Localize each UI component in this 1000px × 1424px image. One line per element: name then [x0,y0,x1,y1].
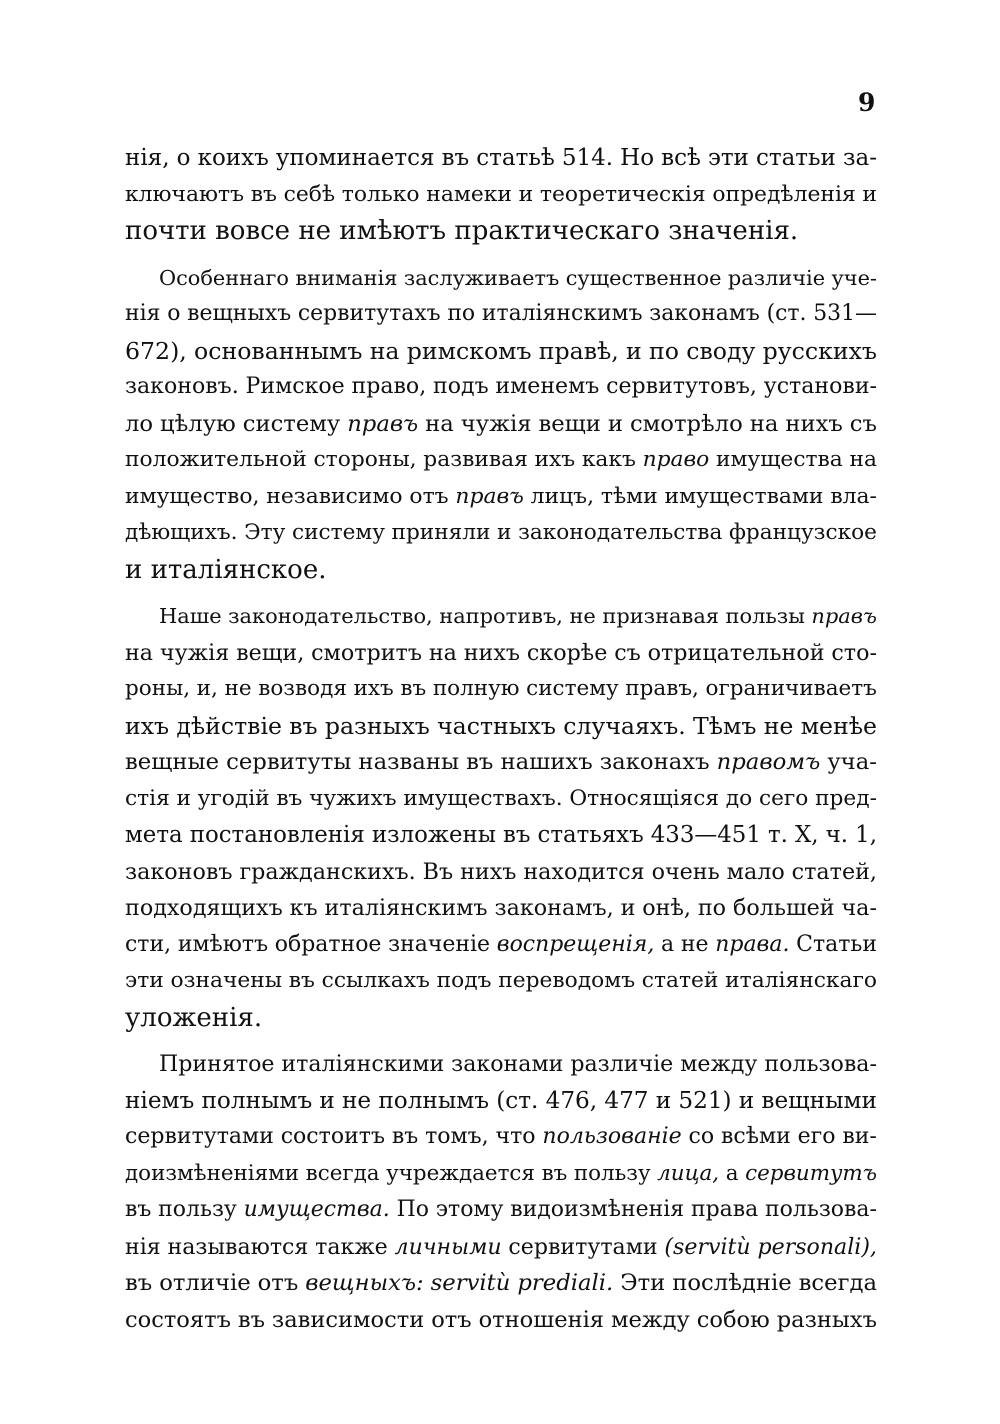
text-line: 672), основаннымъ на римскомъ правѣ, и по своду русскихъ [125,336,877,365]
text-line: сервитутами состоитъ въ томъ, что пользованіе со всѣми его ви- [125,1124,877,1149]
text-line: почти вовсе не имѣютъ практическаго значенія. [125,216,799,246]
text-line: и италіянское. [125,554,327,585]
text-line: дѣющихъ. Эту систему приняли и законодательства французское [125,520,877,545]
text-line: нія о вещныхъ сервитутахъ по италіянскимъ законамъ (ст. 531— [125,301,877,326]
paragraph-gap [125,588,877,598]
text-line: ло цѣлую систему правъ на чужія вещи и смотрѣло на нихъ съ [125,410,877,437]
text-line: въ отличіе отъ вещныхъ: servitù prediali. Эти послѣдніе всегда [125,1270,877,1296]
text-line: состоятъ въ зависимости отъ отношенія между собою разныхъ [125,1306,877,1333]
text-line: законовъ. Римское право, подъ именемъ сервитутовъ, установи- [125,374,877,399]
text-line: въ пользу имущества. По этому видоизмѣненія права пользова- [125,1197,877,1222]
text-line: стія и угодій въ чужихъ имуществахъ. Относящіяся до сего пред- [125,785,877,811]
text-line: вещные сервитуты названы въ нашихъ законахъ правомъ уча- [125,749,877,775]
text-line: мета постановленія изложены въ статьяхъ 433—451 т. X, ч. 1, [125,822,877,848]
text-line: уложенія. [125,1002,263,1033]
text-line: положительной стороны, развивая ихъ какъ право имущества на [125,447,877,472]
text-line: Наше законодательство, напротивъ, не признавая пользы правъ [159,604,877,628]
text-line: эти означены въ ссылкахъ подъ переводомъ статей италіянскаго [125,968,877,993]
body-text [125,140,877,1338]
text-line: Принятое италіянскими законами различіе между пользова- [159,1051,877,1077]
text-line: роны, и, не возводя ихъ въ полную систему правъ, ограничиваетъ [125,676,877,701]
page-number: 9 [858,88,876,117]
text-line: нія называются также личными сервитутами (servitù personali), [125,1233,877,1260]
text-line: доизмѣненіями всегда учреждается въ пользу лица, а сервитутъ [125,1160,877,1186]
text-line: ключаютъ въ себѣ только намеки и теоретическія опредѣленія и [125,181,877,207]
text-line: ихъ дѣйствіе въ разныхъ частныхъ случаяхъ. Тѣмъ не менѣе [125,711,877,740]
text-line: подходящихъ къ италіянскимъ законамъ, и онѣ, по большей ча- [125,895,877,921]
text-line: ніемъ полнымъ и не полнымъ (ст. 476, 477 и 521) и вещными [125,1086,877,1114]
text-line: Особеннаго вниманія заслуживаетъ существенное различіе уче- [159,265,877,290]
paragraph-gap [125,1036,877,1046]
text-line: на чужія вещи, смотритъ на нихъ скорѣе съ отрицательной сто- [125,639,877,666]
text-line: сти, имѣютъ обратное значеніе воспрещенія, а не права. Статьи [125,931,877,957]
text-line: нія, о коихъ упоминается въ статьѣ 514. Но всѣ эти статьи за- [125,145,877,171]
paragraph-gap [125,250,877,260]
text-line: имущество, независимо отъ правъ лицъ, тѣми имуществами вла- [125,483,877,509]
text-line: законовъ гражданскихъ. Въ нихъ находится очень мало статей, [125,858,877,885]
